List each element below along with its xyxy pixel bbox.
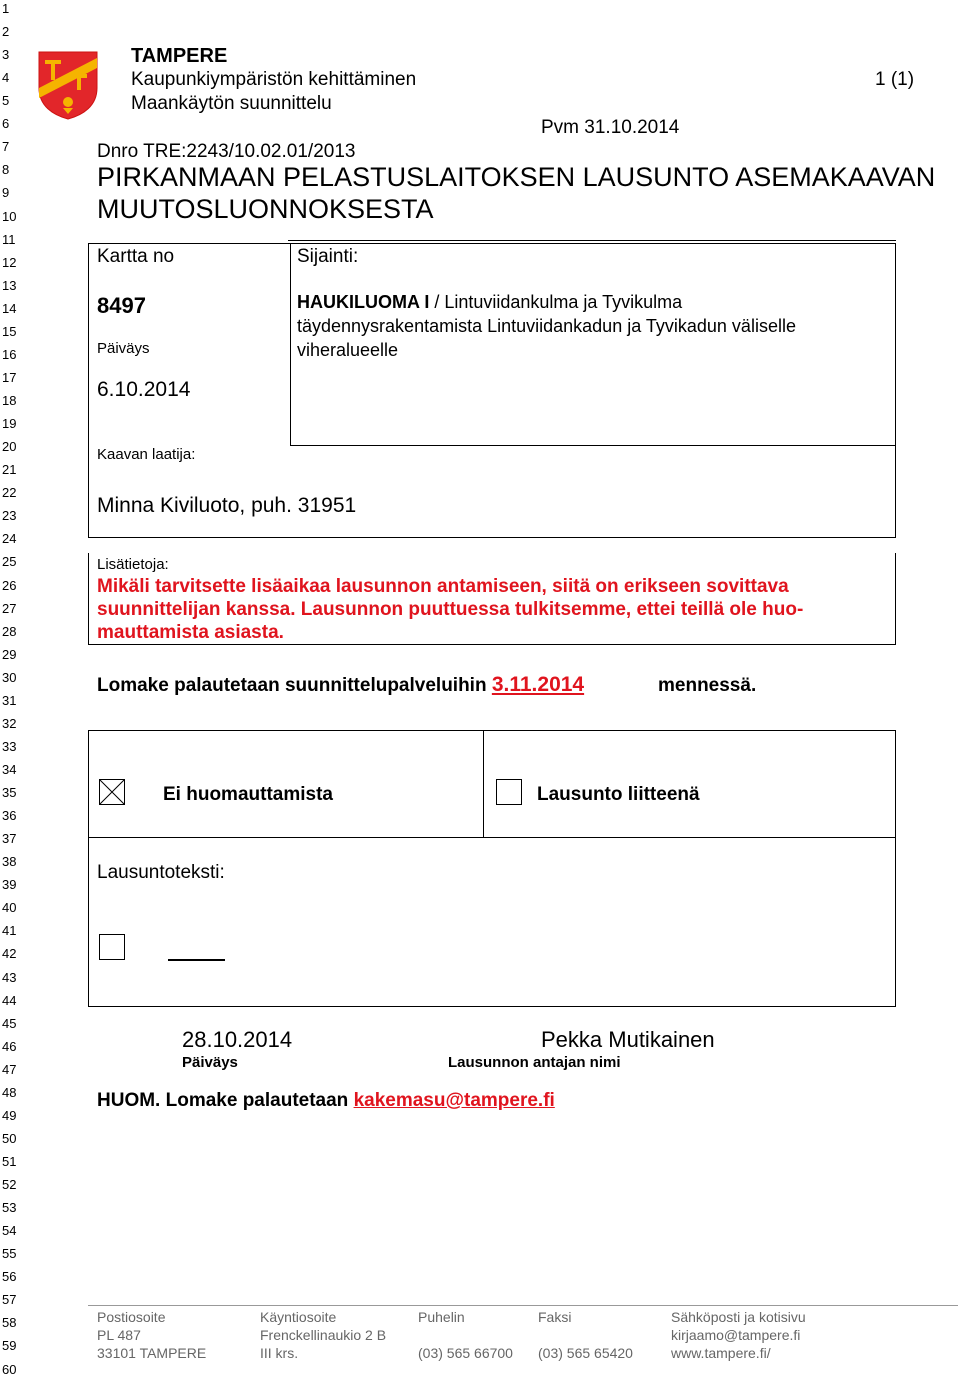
line-number: 7 bbox=[2, 139, 10, 155]
line-number: 36 bbox=[2, 808, 17, 824]
line-number: 10 bbox=[2, 208, 17, 224]
footer-cell: 33101 TAMPERE bbox=[97, 1345, 207, 1361]
signature-date-label: Päiväys bbox=[182, 1054, 238, 1071]
line-number: 23 bbox=[2, 508, 17, 524]
sijainti-line1 bbox=[297, 292, 682, 313]
line-number: 22 bbox=[2, 485, 17, 501]
lausuntoteksti-label: Lausuntoteksti: bbox=[97, 862, 225, 883]
footer-rule bbox=[88, 1305, 958, 1306]
footer-cell: www.tampere.fi/ bbox=[671, 1345, 771, 1361]
line-number: 27 bbox=[2, 600, 17, 616]
lausunto-liitteena-checkbox[interactable] bbox=[496, 779, 522, 805]
lausuntoteksti-checkbox[interactable] bbox=[99, 934, 125, 960]
line-number: 4 bbox=[2, 70, 10, 86]
sijainti-label: Sijainti: bbox=[297, 246, 359, 267]
lisatietoja-label: Lisätietoja: bbox=[97, 556, 169, 573]
line-number: 31 bbox=[2, 692, 17, 708]
line-number: 41 bbox=[2, 923, 17, 939]
line-number: 3 bbox=[2, 47, 10, 63]
kartta-number: 8497 bbox=[97, 293, 146, 318]
org-name: TAMPERE bbox=[131, 45, 228, 67]
line-number: 38 bbox=[2, 854, 17, 870]
line-number: 35 bbox=[2, 785, 17, 801]
line-number: 58 bbox=[2, 1315, 17, 1331]
line-number: 8 bbox=[2, 162, 10, 178]
sijainti-area: HAUKILUOMA I bbox=[297, 292, 430, 312]
info-divider bbox=[290, 243, 291, 446]
line-number: 5 bbox=[2, 93, 10, 109]
line-number: 16 bbox=[2, 346, 17, 362]
sijainti-line2: täydennysrakentamista Lintuviidankadun ja Tyvikadun väliselle bbox=[297, 316, 796, 336]
dnro-value: TRE:2243/10.02.01/2013 bbox=[143, 141, 356, 162]
footer-cell: Faksi bbox=[538, 1309, 572, 1325]
line-number: 19 bbox=[2, 416, 17, 432]
line-number: 47 bbox=[2, 1061, 17, 1077]
lausuntoteksti-field-line[interactable] bbox=[168, 959, 225, 961]
tampere-coat-of-arms-logo bbox=[37, 50, 99, 120]
line-number: 13 bbox=[2, 277, 17, 293]
line-number: 20 bbox=[2, 439, 17, 455]
line-number: 43 bbox=[2, 969, 17, 985]
line-number: 28 bbox=[2, 623, 17, 639]
kaavan-label: Kaavan laatija: bbox=[97, 446, 196, 463]
line-number: 24 bbox=[2, 531, 17, 547]
line-number: 29 bbox=[2, 646, 17, 662]
line-number: 26 bbox=[2, 577, 17, 593]
ei-huomauttamista-label: Ei huomauttamista bbox=[163, 784, 333, 805]
huom-note bbox=[97, 1090, 555, 1112]
info-top-rule bbox=[288, 240, 896, 241]
line-number: 30 bbox=[2, 669, 17, 685]
kaavan-laatija: Minna Kiviluoto, puh. 31951 bbox=[97, 494, 357, 517]
line-number: 49 bbox=[2, 1107, 17, 1123]
line-number: 48 bbox=[2, 1084, 17, 1100]
footer-cell: Frenckellinaukio 2 B bbox=[260, 1327, 387, 1343]
line-number: 17 bbox=[2, 369, 17, 385]
huom-text: HUOM. Lomake palautetaan bbox=[97, 1090, 354, 1111]
dnro bbox=[97, 141, 355, 163]
options-divider bbox=[483, 730, 484, 837]
dnro-prefix: Dnro bbox=[97, 141, 144, 162]
return-text: Lomake palautetaan suunnittelupalveluihin bbox=[97, 675, 492, 696]
checkmark-x-icon bbox=[100, 780, 124, 804]
lisatietoja-line1: Mikäli tarvitsette lisäaikaa lausunnon antamiseen, siitä on erikseen sovittava bbox=[97, 576, 789, 597]
line-number: 32 bbox=[2, 715, 17, 731]
return-date: 3.11.2014 bbox=[491, 673, 585, 696]
line-number: 37 bbox=[2, 831, 17, 847]
sijainti-line3: viheralueelle bbox=[297, 340, 399, 360]
document-date: Pvm 31.10.2014 bbox=[541, 117, 680, 138]
footer-cell: Sähköposti ja kotisivu bbox=[671, 1309, 806, 1325]
line-number: 46 bbox=[2, 1038, 17, 1054]
line-number: 18 bbox=[2, 393, 17, 409]
footer-cell: Käyntiosoite bbox=[260, 1309, 337, 1325]
line-number: 11 bbox=[2, 231, 16, 247]
page-title-line1: PIRKANMAAN PELASTUSLAITOKSEN LAUSUNTO ASEMAKAAVAN bbox=[97, 162, 936, 192]
footer-cell: III krs. bbox=[260, 1345, 299, 1361]
line-number: 34 bbox=[2, 761, 17, 777]
line-number: 55 bbox=[2, 1246, 17, 1262]
footer-cell: Puhelin bbox=[418, 1309, 465, 1325]
footer-cell: (03) 565 66700 bbox=[418, 1345, 513, 1361]
ei-huomauttamista-checkbox[interactable] bbox=[99, 779, 125, 805]
line-number: 12 bbox=[2, 254, 17, 270]
line-number: 57 bbox=[2, 1292, 17, 1308]
line-number: 59 bbox=[2, 1338, 17, 1354]
line-number: 50 bbox=[2, 1130, 17, 1146]
kartta-label: Kartta no bbox=[97, 246, 175, 267]
info-hline bbox=[290, 445, 896, 446]
line-number: 2 bbox=[2, 24, 10, 40]
line-number: 54 bbox=[2, 1223, 17, 1239]
line-number: 51 bbox=[2, 1154, 17, 1169]
line-number: 42 bbox=[2, 946, 17, 962]
signer-name: Pekka Mutikainen bbox=[541, 1027, 715, 1052]
huom-email-link[interactable]: kakemasu@tampere.fi bbox=[353, 1090, 555, 1111]
line-number: 15 bbox=[2, 323, 17, 339]
line-number: 45 bbox=[2, 1015, 17, 1031]
options-hline bbox=[88, 837, 896, 838]
footer-cell: kirjaamo@tampere.fi bbox=[671, 1327, 801, 1343]
line-number: 44 bbox=[2, 992, 17, 1008]
line-number: 52 bbox=[2, 1177, 17, 1193]
line-number: 1 bbox=[2, 1, 10, 16]
line-number: 9 bbox=[2, 185, 10, 201]
page-title-line2: MUUTOSLUONNOKSESTA bbox=[97, 194, 434, 224]
line-number: 40 bbox=[2, 900, 17, 916]
return-suffix: mennessä. bbox=[658, 675, 757, 696]
line-number: 39 bbox=[2, 877, 17, 893]
sijainti-rest: / Lintuviidankulma ja Tyvikulma bbox=[429, 292, 683, 312]
page-number: 1 (1) bbox=[875, 69, 915, 90]
line-number: 25 bbox=[2, 554, 17, 570]
return-instruction bbox=[97, 673, 594, 697]
lausunto-liitteena-label: Lausunto liitteenä bbox=[537, 784, 700, 805]
paivays-label: Päiväys bbox=[97, 340, 150, 357]
signer-name-label: Lausunnon antajan nimi bbox=[448, 1054, 621, 1071]
department: Kaupunkiympäristön kehittäminen bbox=[131, 69, 417, 90]
lisatietoja-line3: mauttamista asiasta. bbox=[97, 622, 284, 643]
lisatietoja-line2: suunnittelijan kanssa. Lausunnon puuttuessa tulkitsemme, ettei teillä ole huo- bbox=[97, 599, 804, 620]
line-number: 56 bbox=[2, 1269, 17, 1285]
line-number: 60 bbox=[2, 1361, 17, 1377]
signature-date: 28.10.2014 bbox=[182, 1027, 293, 1052]
line-number: 6 bbox=[2, 116, 10, 132]
footer-cell: Postiosoite bbox=[97, 1309, 166, 1325]
line-number: 21 bbox=[2, 462, 17, 478]
line-number: 53 bbox=[2, 1200, 17, 1216]
line-number: 33 bbox=[2, 738, 17, 754]
unit: Maankäytön suunnittelu bbox=[131, 93, 332, 114]
line-number: 14 bbox=[2, 300, 17, 316]
paivays-value: 6.10.2014 bbox=[97, 378, 191, 401]
footer-cell: (03) 565 65420 bbox=[538, 1345, 633, 1361]
footer-cell: PL 487 bbox=[97, 1327, 141, 1343]
